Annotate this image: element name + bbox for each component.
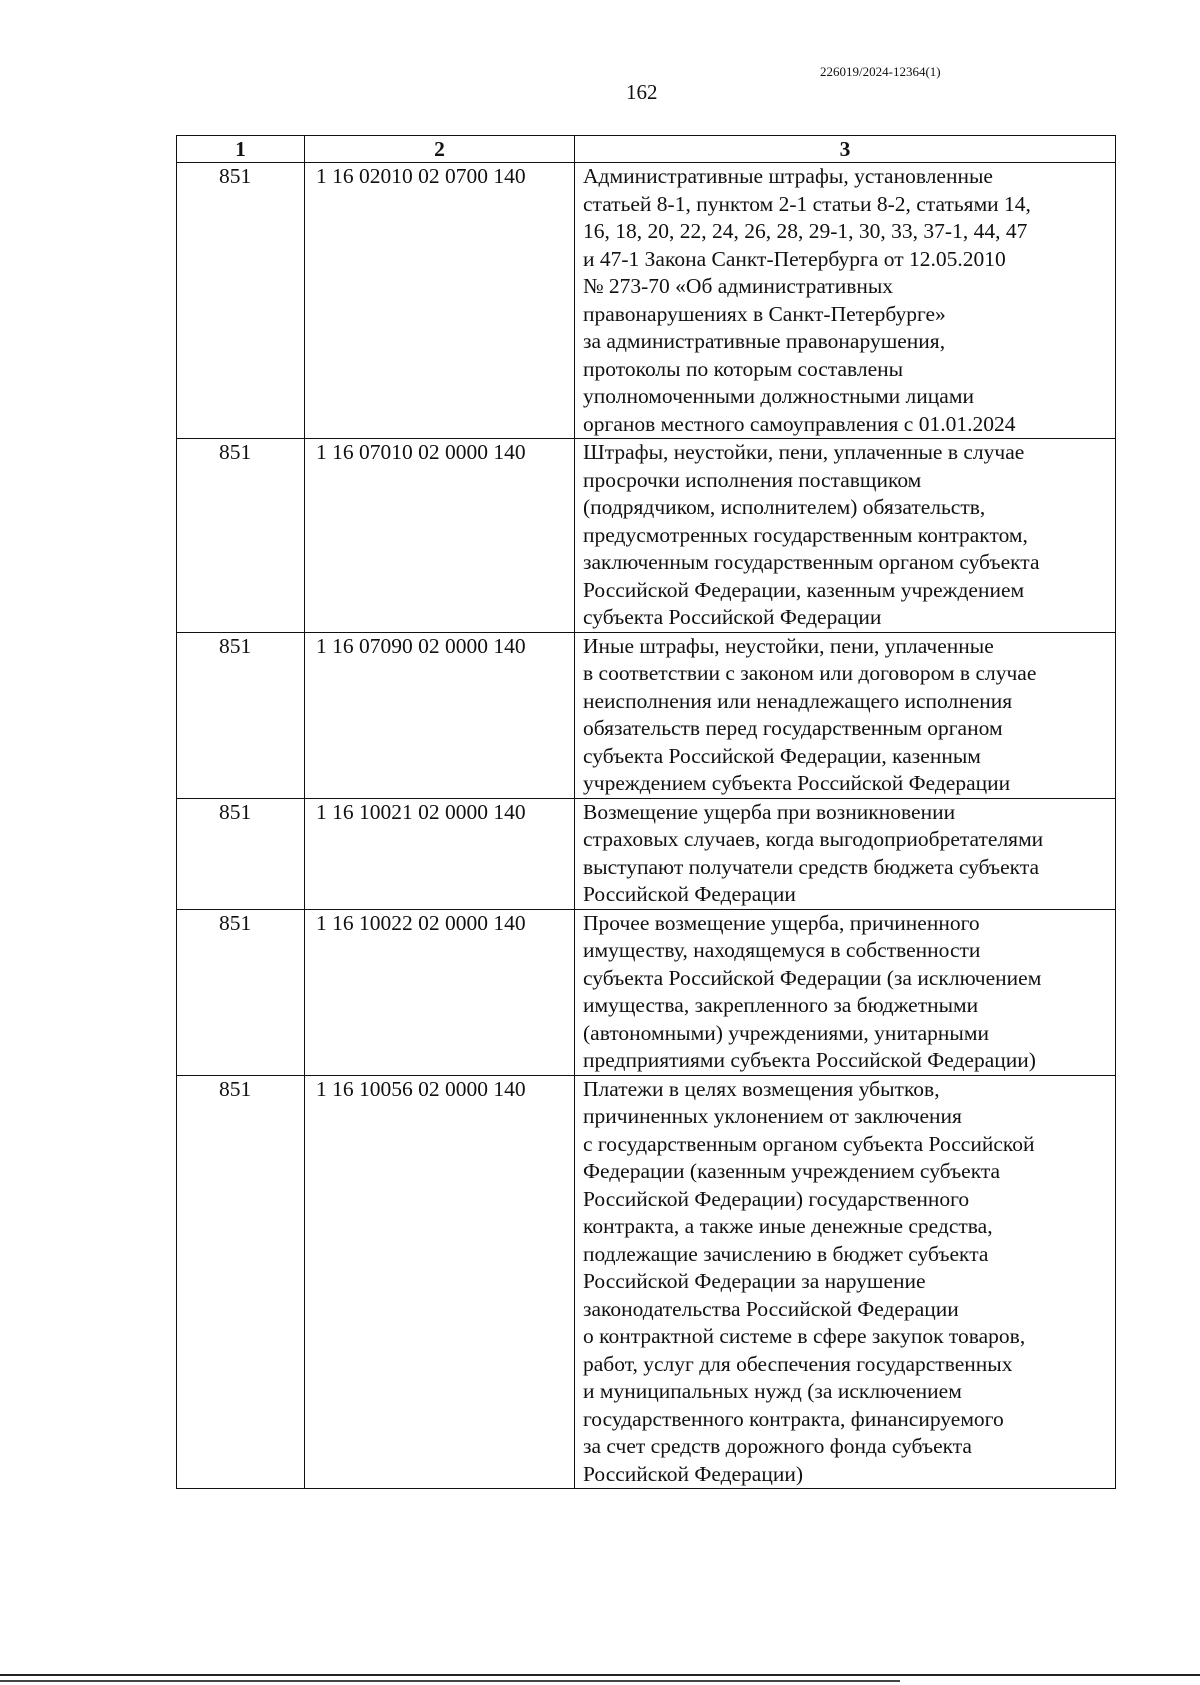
scan-edge-line-secondary	[0, 1680, 900, 1682]
description-line: Российской Федерации)	[583, 1461, 804, 1486]
table-row	[177, 1075, 1116, 1489]
column-header-3: 3	[575, 136, 1116, 163]
description-line: статьей 8-1, пунктом 2-1 статьи 8-2, статьями 14,	[583, 191, 1031, 216]
revenue-description-cell	[575, 632, 1116, 798]
scan-edge-line	[0, 1674, 1200, 1676]
budget-codes-table	[176, 135, 1116, 1489]
description-line: Штрафы, неустойки, пени, уплаченные в случае	[583, 440, 1025, 464]
budget-classification-code-cell: 1 16 10021 02 0000 140	[305, 798, 575, 909]
column-header-1: 1	[177, 136, 305, 163]
description-line: субъекта Российской Федерации (за исключением	[583, 965, 1042, 990]
description-line: Иные штрафы, неустойки, пени, уплаченные	[583, 633, 994, 658]
budget-classification-code-cell: 1 16 02010 02 0700 140	[305, 163, 575, 439]
description-line: Платежи в целях возмещения убытков,	[583, 1076, 940, 1101]
description-line: предприятиями субъекта Российской Федерации)	[583, 1048, 1036, 1072]
table-body	[177, 163, 1116, 1489]
table-header-row	[177, 136, 1116, 163]
description-line: законодательства Российской Федерации	[583, 1296, 959, 1321]
budget-classification-code-cell: 1 16 07090 02 0000 140	[305, 632, 575, 798]
admin-code-cell: 851	[177, 1075, 305, 1489]
table-row	[177, 798, 1116, 909]
description-line: (подрядчиком, исполнителем) обязательств,	[583, 495, 986, 519]
admin-code-cell: 851	[177, 798, 305, 909]
admin-code-cell: 851	[177, 632, 305, 798]
revenue-description-cell	[575, 439, 1116, 633]
description-line: имущества, закрепленного за бюджетными	[583, 993, 979, 1017]
table-row	[177, 163, 1116, 439]
description-line: Прочее возмещение ущерба, причиненного	[583, 910, 980, 935]
description-line: правонарушениях в Санкт-Петербурге»	[583, 301, 946, 326]
table-row	[177, 909, 1116, 1075]
description-line: выступают получатели средств бюджета субъекта	[583, 854, 1040, 879]
document-registration-number: 226019/2024-12364(1)	[820, 64, 941, 79]
table-row	[177, 439, 1116, 633]
description-line: Российской Федерации за нарушение	[583, 1269, 926, 1293]
description-line: протоколы по которым составлены	[583, 356, 904, 381]
description-line: Российской Федерации, казенным учреждением	[583, 577, 1025, 602]
description-line: неисполнения или ненадлежащего исполнения	[583, 688, 1013, 713]
column-header-2: 2	[305, 136, 575, 163]
description-line: Российской Федерации) государственного	[583, 1186, 970, 1211]
admin-code-cell: 851	[177, 909, 305, 1075]
table-row	[177, 632, 1116, 798]
description-line: о контрактной системе в сфере закупок товаров,	[583, 1324, 1026, 1348]
description-line: с государственным органом субъекта Российской	[583, 1131, 1035, 1156]
description-line: Федерации (казенным учреждением субъекта	[583, 1159, 1001, 1183]
revenue-description-cell	[575, 163, 1116, 439]
description-line: субъекта Российской Федерации, казенным	[583, 743, 981, 768]
description-line: работ, услуг для обеспечения государственных	[583, 1351, 1013, 1376]
description-line: учреждением субъекта Российской Федерации	[583, 771, 1011, 795]
page-number: 162	[626, 80, 658, 104]
description-line: причиненных уклонением от заключения	[583, 1104, 962, 1128]
description-line: в соответствии с законом или договором в случае	[583, 661, 1037, 685]
description-line: предусмотренных государственным контрактом,	[583, 522, 1028, 547]
budget-classification-code-cell: 1 16 10022 02 0000 140	[305, 909, 575, 1075]
admin-code-cell: 851	[177, 163, 305, 439]
description-line: страховых случаев, когда выгодоприобретателями	[583, 827, 1044, 851]
description-line: органов местного самоуправления с 01.01.2024	[583, 411, 1016, 436]
description-line: подлежащие зачислению в бюджет субъекта	[583, 1241, 989, 1266]
description-line: и муниципальных нужд (за исключением	[583, 1379, 962, 1403]
description-line: уполномоченными должностными лицами	[583, 384, 974, 408]
description-line: контракта, а также иные денежные средства,	[583, 1214, 993, 1238]
revenue-description-cell	[575, 909, 1116, 1075]
revenue-description-cell	[575, 1075, 1116, 1489]
description-line: обязательств перед государственным органом	[583, 716, 1003, 740]
description-line: государственного контракта, финансируемого	[583, 1406, 1004, 1431]
description-line: и 47-1 Закона Санкт-Петербурга от 12.05.2010	[583, 246, 1006, 271]
description-line: Административные штрафы, установленные	[583, 164, 993, 188]
description-line: Российской Федерации	[583, 882, 796, 906]
description-line: субъекта Российской Федерации	[583, 605, 882, 629]
revenue-description-cell	[575, 798, 1116, 909]
budget-classification-code-cell: 1 16 10056 02 0000 140	[305, 1075, 575, 1489]
description-line: № 273-70 «Об административных	[583, 274, 894, 298]
budget-classification-code-cell: 1 16 07010 02 0000 140	[305, 439, 575, 633]
description-line: (автономными) учреждениями, унитарными	[583, 1020, 989, 1045]
description-line: за счет средств дорожного фонда субъекта	[583, 1434, 972, 1458]
description-line: заключенным государственным органом субъекта	[583, 550, 1040, 574]
description-line: 16, 18, 20, 22, 24, 26, 28, 29-1, 30, 33, 37-1, 44, 47	[583, 219, 1028, 243]
admin-code-cell: 851	[177, 439, 305, 633]
description-line: просрочки исполнения поставщиком	[583, 467, 922, 492]
description-line: Возмещение ущерба при возникновении	[583, 799, 956, 824]
description-line: за административные правонарушения,	[583, 329, 946, 353]
description-line: имуществу, находящемуся в собственности	[583, 938, 981, 962]
